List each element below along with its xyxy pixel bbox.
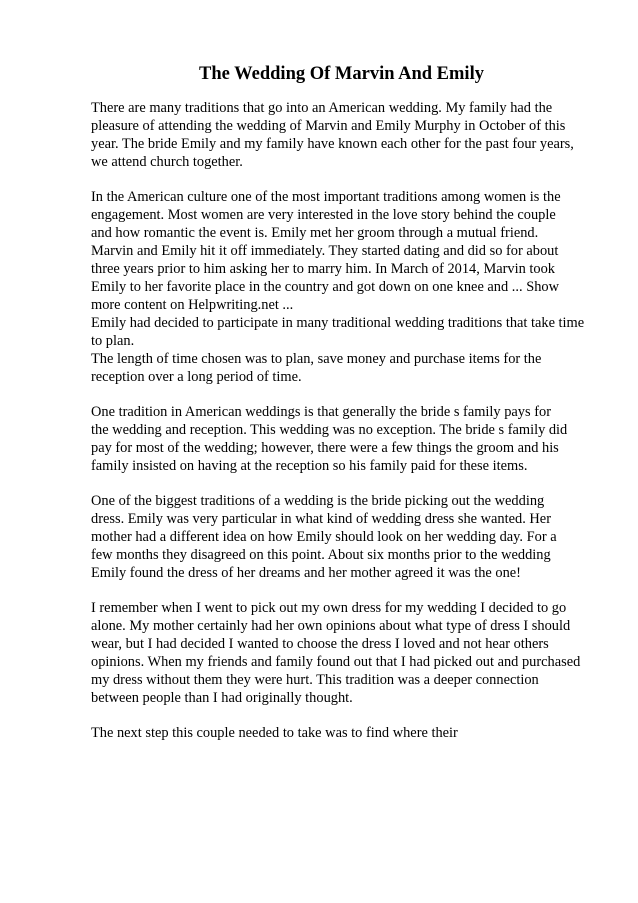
paragraph-wedding-dress: One of the biggest traditions of a wedding is the bride picking out the wedding dress. Emily was very particular in what kind of wedding dress she wanted. Her mother had a different idea on how Emily should look on her wedding day. For a few months they disagreed on this point. About six months prior to the wedding Emily found the dress of her dreams and her mother agreed it was the one!	[91, 493, 557, 581]
paragraph-engagement: In the American culture one of the most important traditions among women is the engagement. Most women are very interested in the love story behind the couple and how romantic the event is. Emily met her groom through a mutual friend. Marvin and Emily hit it off immediately. They started dating and did so for about three years prior to him asking her to marry him. In March of 2014, Marvin took Emily to her favorite place in the country and got down on one knee and ... Show more content on Helpwriting.net ...	[91, 189, 561, 313]
paragraph-planning: Emily had decided to participate in many traditional wedding traditions that take time to plan.	[91, 315, 585, 349]
paragraph-next-step: The next step this couple needed to take was to find where their	[91, 725, 458, 741]
document-title: The Wedding Of Marvin And Emily	[199, 64, 484, 84]
paragraph-bride-family-pays: One tradition in American weddings is that generally the bride s family pays for the wedding and reception. This wedding was no exception. The bride s family did pay for most of the wedding; however, there were a few things the groom and his family insisted on having at the reception so his family paid for these items.	[91, 404, 568, 474]
paragraph-planning-time: The length of time chosen was to plan, save money and purchase items for the reception over a long period of time.	[91, 351, 542, 385]
paragraph-own-dress: I remember when I went to pick out my own dress for my wedding I decided to go alone. My mother certainly had her own opinions about what type of dress I should wear, but I had decided I wanted to choose the dress I loved and not hear others opinions. When my friends and family found out that I had picked out and purchased my dress without them they were hurt. This tradition was a deeper connection between people than I had originally thought.	[91, 600, 581, 706]
paragraph-intro: There are many traditions that go into an American wedding. My family had the pleasure of attending the wedding of Marvin and Emily Murphy in October of this year. The bride Emily and my family have known each other for the past four years, we attend church together.	[91, 100, 574, 170]
